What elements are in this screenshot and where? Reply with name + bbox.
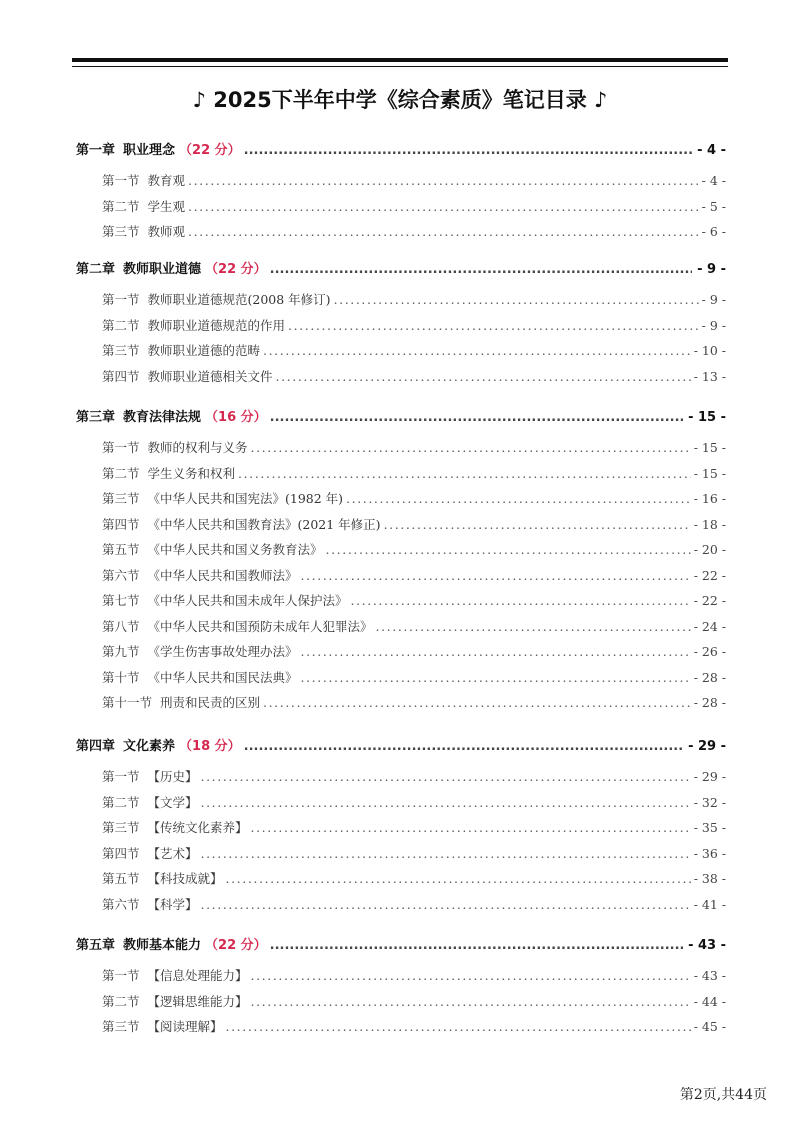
section-page-number: - 22 - <box>693 567 726 583</box>
section-number: 第二节 <box>102 465 140 481</box>
toc-section-entry[interactable] <box>102 668 726 686</box>
section-title: 教师职业道德相关文件 <box>147 368 273 384</box>
toc-section-entry[interactable] <box>102 693 726 711</box>
leader-dots <box>188 199 699 214</box>
toc-section-entry[interactable] <box>102 566 726 584</box>
section-page-number: - 5 - <box>701 198 726 214</box>
chapter-page-number: - 15 - <box>688 410 726 425</box>
section-number: 第一节 <box>102 292 140 307</box>
section-title: 【科技成就】 <box>147 871 223 886</box>
toc-section-entry[interactable] <box>102 489 726 507</box>
section-title: 学生义务和权利 <box>147 465 236 481</box>
chapter-title: 教师基本能力 <box>123 938 202 953</box>
section-number: 第六节 <box>102 567 140 583</box>
section-title: 【逻辑思维能力】 <box>147 993 248 1009</box>
toc-section-entry[interactable] <box>102 895 726 913</box>
leader-dots <box>201 846 691 861</box>
section-title: 《中华人民共和国预防未成年人犯罪法》 <box>147 618 373 634</box>
section-page-number: - 35 - <box>693 820 726 835</box>
chapter-score: （18 分） <box>179 739 241 754</box>
section-page-number: - 22 - <box>693 593 726 608</box>
section-number: 第八节 <box>102 618 140 634</box>
leader-dots <box>244 739 683 754</box>
toc-section-entry[interactable] <box>102 818 726 836</box>
leader-dots <box>351 593 691 608</box>
chapter-number: 第四章 <box>76 739 116 754</box>
toc-section-entry[interactable] <box>102 464 726 482</box>
section-page-number: - 18 - <box>693 516 726 532</box>
toc-section-entry[interactable] <box>102 617 726 635</box>
chapter-number: 第一章 <box>76 143 116 158</box>
toc-section-entry[interactable] <box>102 591 726 609</box>
section-title: 《中华人民共和国教师法》 <box>147 567 298 583</box>
leader-dots <box>376 619 691 634</box>
chapter-page-number: - 43 - <box>688 938 726 953</box>
toc-section-entry[interactable] <box>102 844 726 862</box>
section-number: 第四节 <box>102 368 140 384</box>
toc-section-entry[interactable] <box>102 793 726 811</box>
leader-dots <box>201 795 691 810</box>
section-page-number: - 4 - <box>701 173 726 188</box>
section-title: 【阅读理解】 <box>147 1019 223 1034</box>
section-number: 第九节 <box>102 644 140 659</box>
page-footer: 第2页,共44页 <box>679 1087 767 1103</box>
leader-dots <box>251 968 691 983</box>
section-number: 第三节 <box>102 343 140 358</box>
section-title: 教师职业道德的范畴 <box>147 343 261 358</box>
toc-section-entry[interactable] <box>102 171 726 189</box>
toc-chapter-entry[interactable] <box>76 258 726 277</box>
section-title: 刑责和民责的区别 <box>160 695 261 710</box>
toc-section-entry[interactable] <box>102 992 726 1010</box>
section-number: 第一节 <box>102 769 140 784</box>
leader-dots <box>270 262 692 277</box>
toc-section-entry[interactable] <box>102 316 726 334</box>
section-title: 【科学】 <box>147 896 198 912</box>
leader-dots <box>270 938 683 953</box>
chapter-score: （22 分） <box>205 262 267 277</box>
leader-dots <box>384 517 691 532</box>
chapter-number: 第三章 <box>76 410 116 425</box>
leader-dots <box>251 440 691 455</box>
leader-dots <box>326 542 691 557</box>
section-number: 第五节 <box>102 871 140 886</box>
section-title: 教师的权利与义务 <box>147 440 248 455</box>
section-title: 【艺术】 <box>147 845 198 861</box>
chapter-title: 教师职业道德 <box>123 262 202 277</box>
toc-section-entry[interactable] <box>102 1017 726 1035</box>
section-number: 第十一节 <box>102 695 153 710</box>
section-title: 教育观 <box>147 173 186 188</box>
section-page-number: - 6 - <box>701 224 726 239</box>
leader-dots <box>188 224 699 239</box>
section-page-number: - 28 - <box>693 695 726 710</box>
leader-dots <box>270 410 683 425</box>
section-title: 《中华人民共和国义务教育法》 <box>147 542 323 557</box>
section-number: 第一节 <box>102 968 140 983</box>
chapter-score: （22 分） <box>205 938 267 953</box>
toc-section-entry[interactable] <box>102 966 726 984</box>
section-title: 教师职业道德规范(2008 年修订) <box>147 292 331 307</box>
leader-dots <box>288 318 699 333</box>
toc-section-entry[interactable] <box>102 869 726 887</box>
leader-dots <box>346 491 691 506</box>
toc-section-entry[interactable] <box>102 222 726 240</box>
section-title: 【文学】 <box>147 794 198 810</box>
section-page-number: - 15 - <box>693 440 726 455</box>
toc-section-entry[interactable] <box>102 438 726 456</box>
section-page-number: - 36 - <box>693 845 726 861</box>
leader-dots <box>334 292 699 307</box>
section-title: 【传统文化素养】 <box>147 820 248 835</box>
leader-dots <box>226 871 691 886</box>
section-number: 第七节 <box>102 593 140 608</box>
toc-section-entry[interactable] <box>102 540 726 558</box>
section-number: 第三节 <box>102 820 140 835</box>
section-page-number: - 10 - <box>693 343 726 358</box>
chapter-number: 第五章 <box>76 938 116 953</box>
section-number: 第四节 <box>102 845 140 861</box>
section-title: 《中华人民共和国教育法》(2021 年修正) <box>147 516 381 532</box>
chapter-page-number: - 4 - <box>697 143 726 158</box>
section-title: 《学生伤害事故处理办法》 <box>147 644 298 659</box>
section-number: 第四节 <box>102 516 140 532</box>
section-page-number: - 9 - <box>701 317 726 333</box>
chapter-page-number: - 29 - <box>688 739 726 754</box>
leader-dots <box>201 897 691 912</box>
chapter-number: 第二章 <box>76 262 116 277</box>
toc-section-entry[interactable] <box>102 197 726 215</box>
section-number: 第六节 <box>102 896 140 912</box>
section-title: 《中华人民共和国未成年人保护法》 <box>147 593 348 608</box>
section-number: 第五节 <box>102 542 140 557</box>
leader-dots <box>251 820 691 835</box>
leader-dots <box>238 466 691 481</box>
toc-chapter-entry[interactable] <box>76 934 726 953</box>
toc-chapter-entry[interactable] <box>76 139 726 158</box>
toc-section-entry[interactable] <box>102 642 726 660</box>
leader-dots <box>263 343 691 358</box>
toc-section-entry[interactable] <box>102 367 726 385</box>
chapter-title: 教育法律法规 <box>123 410 202 425</box>
section-title: 教师观 <box>147 224 186 239</box>
chapter-score: （22 分） <box>179 143 241 158</box>
leader-dots <box>188 173 699 188</box>
section-page-number: - 41 - <box>693 896 726 912</box>
section-title: 《中华人民共和国宪法》(1982 年) <box>147 491 344 506</box>
section-page-number: - 44 - <box>693 993 726 1009</box>
section-number: 第一节 <box>102 440 140 455</box>
section-page-number: - 20 - <box>693 542 726 557</box>
leader-dots <box>301 568 691 583</box>
section-page-number: - 28 - <box>693 669 726 685</box>
leader-dots <box>226 1019 691 1034</box>
section-number: 第二节 <box>102 317 140 333</box>
page-title: ♪ 2025下半年中学《综合素质》笔记目录 ♪ <box>192 88 608 112</box>
section-title: 《中华人民共和国民法典》 <box>147 669 298 685</box>
section-page-number: - 9 - <box>701 292 726 307</box>
section-page-number: - 43 - <box>693 968 726 983</box>
section-title: 学生观 <box>147 198 186 214</box>
section-page-number: - 15 - <box>693 465 726 481</box>
section-number: 第十节 <box>102 669 140 685</box>
leader-dots <box>201 769 691 784</box>
chapter-title: 文化素养 <box>123 739 176 754</box>
section-number: 第二节 <box>102 993 140 1009</box>
section-page-number: - 32 - <box>693 794 726 810</box>
leader-dots <box>244 143 692 158</box>
section-number: 第三节 <box>102 1019 140 1034</box>
leader-dots <box>301 644 691 659</box>
toc-section-entry[interactable] <box>102 290 726 308</box>
section-page-number: - 38 - <box>693 871 726 886</box>
section-page-number: - 13 - <box>693 368 726 384</box>
toc-chapter-entry[interactable] <box>76 735 726 754</box>
section-title: 【信息处理能力】 <box>147 968 248 983</box>
section-number: 第二节 <box>102 198 140 214</box>
chapter-title: 职业理念 <box>123 143 176 158</box>
chapter-page-number: - 9 - <box>697 262 726 277</box>
section-page-number: - 29 - <box>693 769 726 784</box>
section-number: 第三节 <box>102 491 140 506</box>
leader-dots <box>276 369 691 384</box>
section-title: 教师职业道德规范的作用 <box>147 317 286 333</box>
leader-dots <box>251 994 691 1009</box>
section-number: 第一节 <box>102 173 140 188</box>
section-page-number: - 24 - <box>693 618 726 634</box>
toc-section-entry[interactable] <box>102 767 726 785</box>
toc-section-entry[interactable] <box>102 341 726 359</box>
leader-dots <box>263 695 691 710</box>
section-title: 【历史】 <box>147 769 198 784</box>
leader-dots <box>301 670 691 685</box>
section-number: 第二节 <box>102 794 140 810</box>
toc-section-entry[interactable] <box>102 515 726 533</box>
section-page-number: - 16 - <box>693 491 726 506</box>
section-number: 第三节 <box>102 224 140 239</box>
section-page-number: - 45 - <box>693 1019 726 1034</box>
chapter-score: （16 分） <box>205 410 267 425</box>
section-page-number: - 26 - <box>693 644 726 659</box>
toc-chapter-entry[interactable] <box>76 406 726 425</box>
